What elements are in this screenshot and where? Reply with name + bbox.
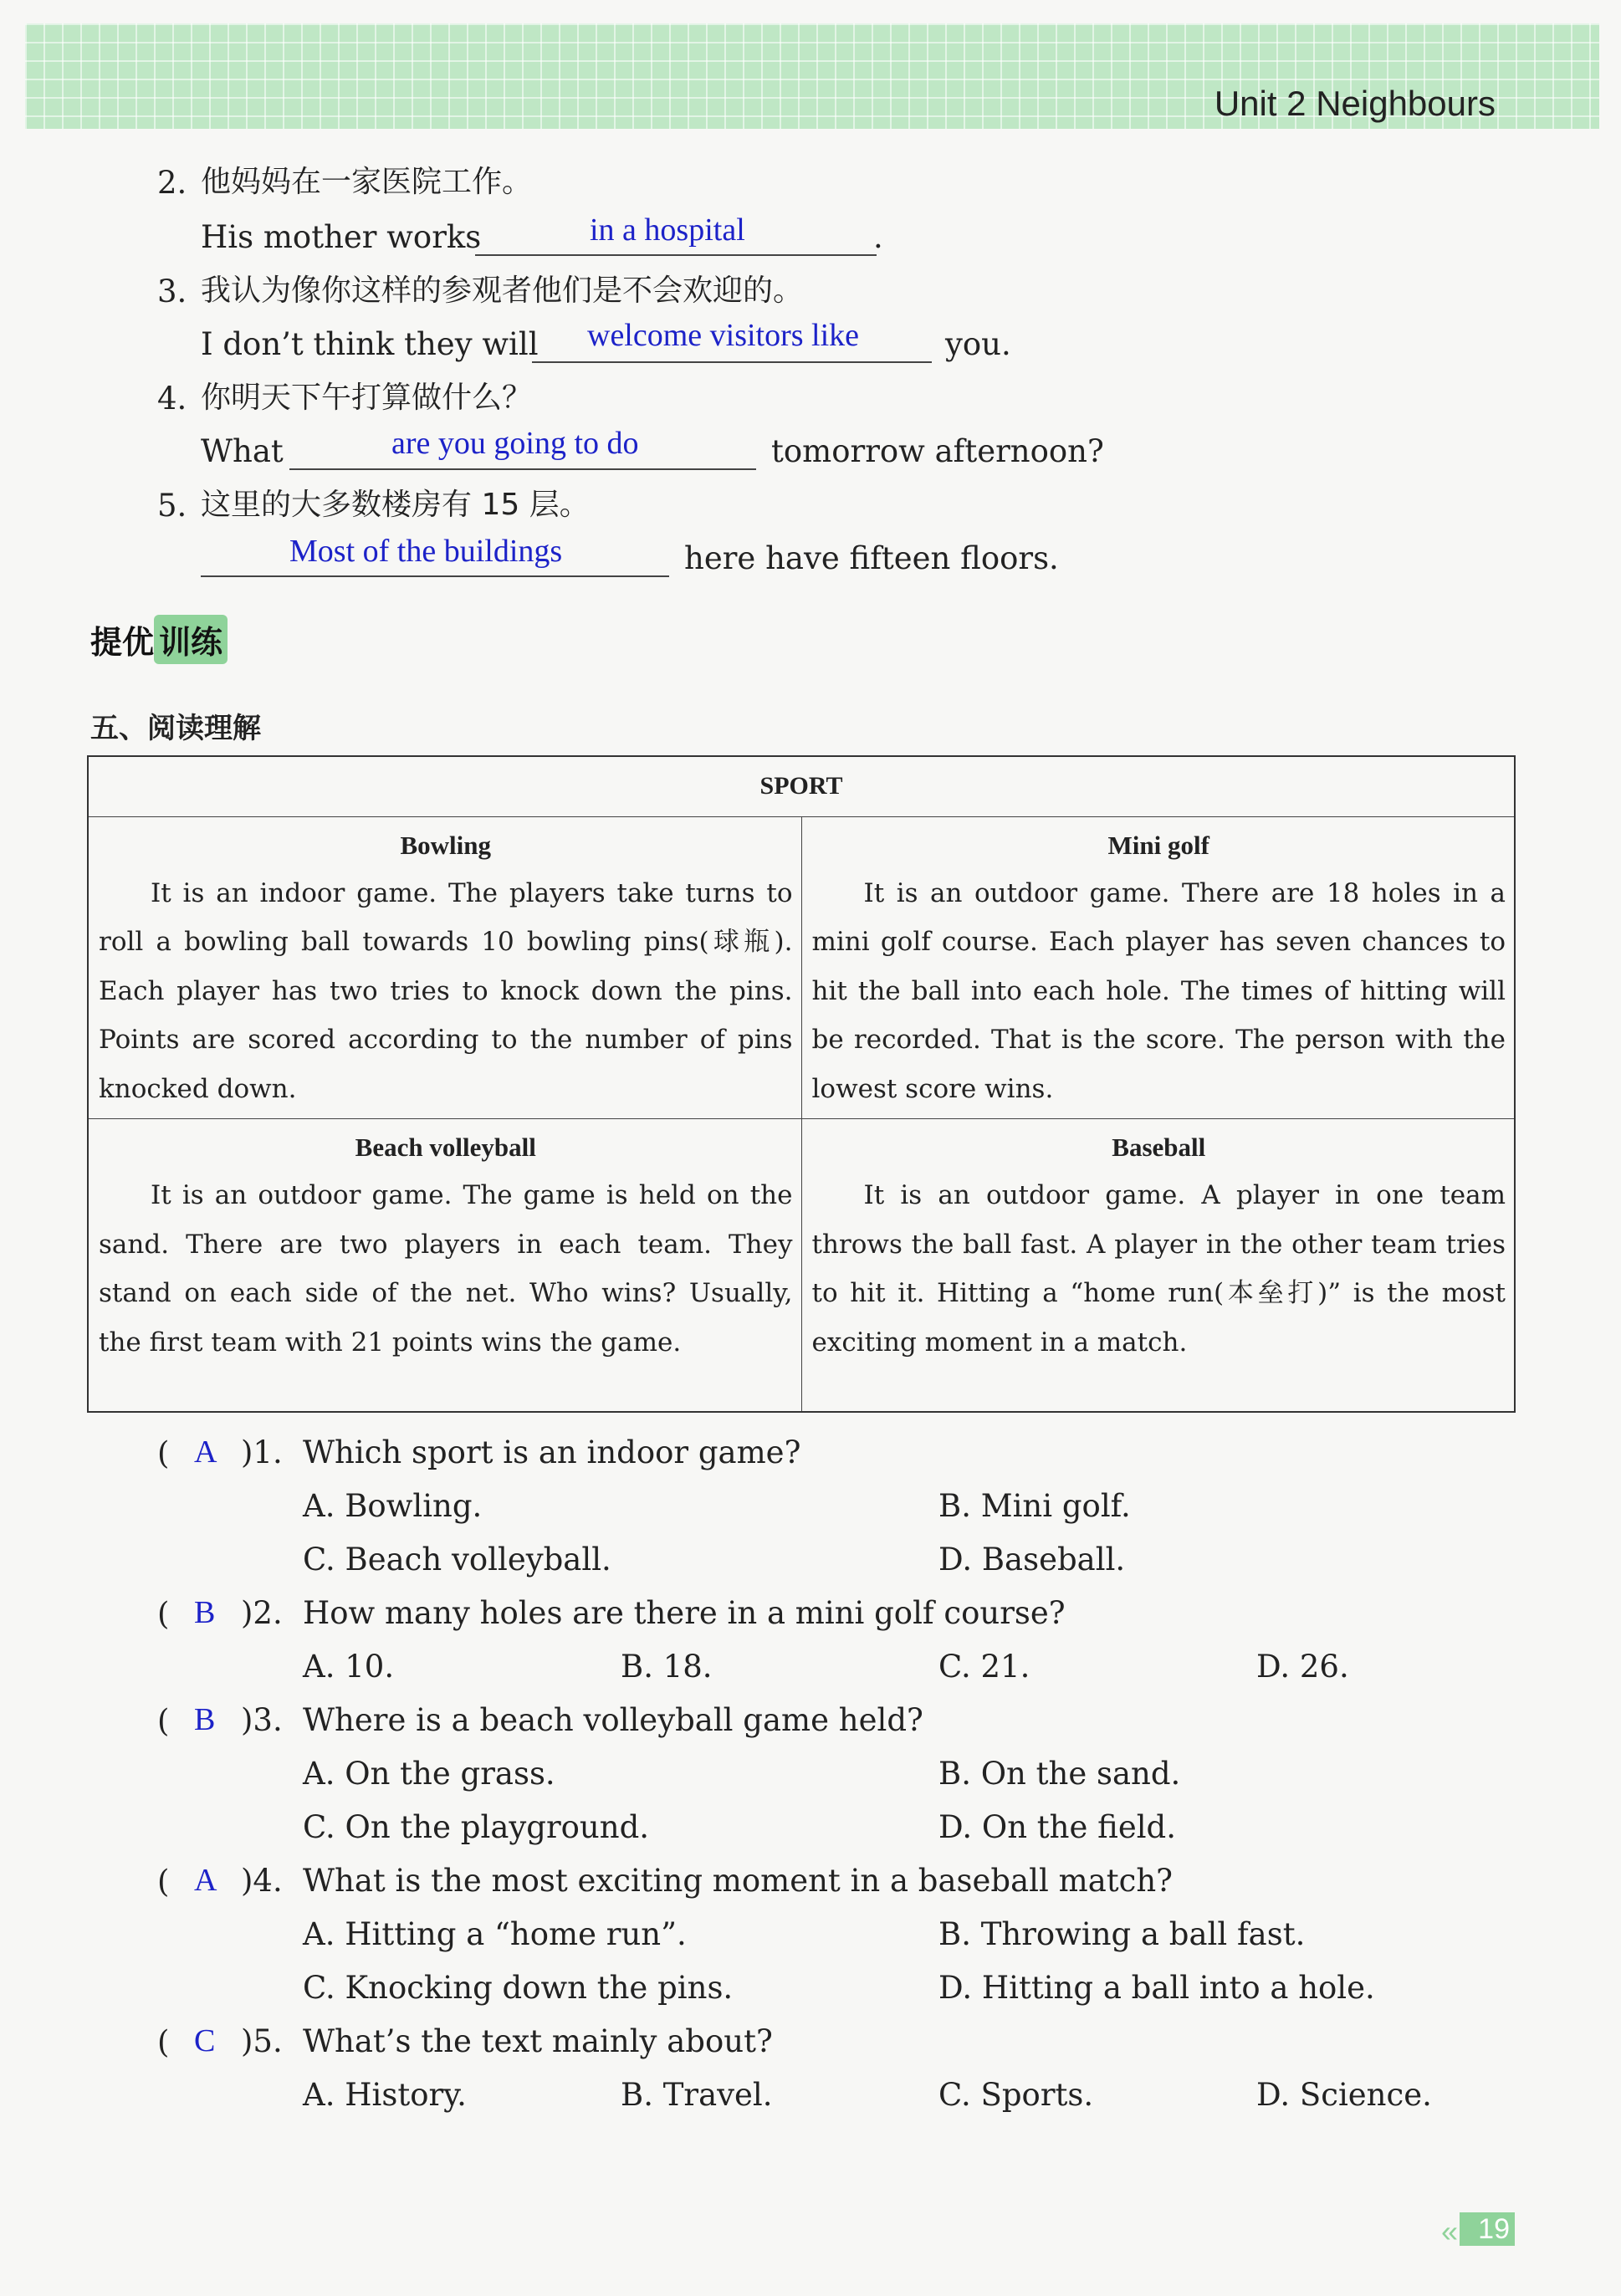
unit-title: Unit 2 Neighbours xyxy=(1214,84,1496,123)
table-cell xyxy=(88,1119,801,1412)
option: B. Travel. xyxy=(621,2077,773,2113)
sport-table xyxy=(87,755,1516,1413)
sport-name: Mini golf xyxy=(1107,830,1209,860)
translation-chinese: 你明天下午打算做什么？ xyxy=(201,381,533,415)
sport-description: It is an outdoor game. A player in one team throws the ball fast. A player in the other team tries to hit it. Hitting a “home run(本垒打)” is the most exciting moment in a match. xyxy=(811,1180,1506,1358)
question-number: )2. xyxy=(241,1595,283,1631)
option: A. 10. xyxy=(303,1649,395,1685)
sport-name: Bowling xyxy=(400,830,492,860)
question-text: Which sport is an indoor game? xyxy=(303,1434,801,1470)
option: C. Sports. xyxy=(938,2077,1094,2113)
table-cell xyxy=(801,816,1515,1119)
table-cell xyxy=(801,1119,1515,1412)
badge-right: 训练 xyxy=(154,615,228,664)
question-text: How many holes are there in a mini golf course? xyxy=(303,1595,1066,1631)
question-text: What is the most exciting moment in a baseball match? xyxy=(303,1863,1174,1899)
option: D. Baseball. xyxy=(938,1542,1126,1578)
translation-chinese: 他妈妈在一家医院工作。 xyxy=(201,165,533,199)
translation-prefix: I don’t think they will xyxy=(201,326,539,362)
sport-description: It is an outdoor game. There are 18 holes in a mini golf course. Each player has seven chances to hit the ball into each hole. The times of hitting will be recorded. That is the score. The person with the lowest score wins. xyxy=(811,877,1506,1104)
option: D. Science. xyxy=(1256,2077,1432,2113)
option: C. Knocking down the pins. xyxy=(303,1970,734,2006)
translation-prefix: His mother works xyxy=(201,219,482,255)
option: A. Hitting a “home run”. xyxy=(303,1916,687,1952)
option: D. Hitting a ball into a hole. xyxy=(938,1970,1375,2006)
option: C. On the playground. xyxy=(303,1809,650,1845)
open-paren: ( xyxy=(157,1435,170,1471)
sport-name: Beach volleyball xyxy=(355,1133,536,1162)
translation-number: 5. xyxy=(157,488,187,524)
chevron-left-icon: « xyxy=(1441,2214,1459,2248)
sport-name: Baseball xyxy=(1112,1133,1206,1162)
section-badge xyxy=(90,615,228,664)
table-cell xyxy=(88,816,801,1119)
translation-number: 2. xyxy=(157,165,187,201)
option: C. 21. xyxy=(938,1649,1030,1685)
open-paren: ( xyxy=(157,1703,170,1739)
translation-chinese: 我认为像你这样的参观者他们是不会欢迎的。 xyxy=(201,274,804,308)
question-text: What’s the text mainly about? xyxy=(303,2023,773,2059)
translation-suffix: you. xyxy=(945,326,1011,362)
question-number: )1. xyxy=(241,1434,283,1470)
handwritten-choice: B xyxy=(194,1595,216,1630)
table-title: SPORT xyxy=(88,756,1515,816)
translation-suffix: here have fifteen floors. xyxy=(684,540,1059,576)
handwritten-choice: C xyxy=(194,2023,216,2058)
handwritten-choice: A xyxy=(194,1434,217,1470)
question-number: )3. xyxy=(241,1702,283,1738)
handwritten-answer: Most of the buildings xyxy=(289,534,563,569)
handwritten-choice: A xyxy=(194,1863,217,1898)
translation-suffix: tomorrow afternoon? xyxy=(771,433,1104,469)
question-number: )5. xyxy=(241,2023,283,2059)
option: B. On the sand. xyxy=(938,1756,1181,1792)
sport-description: It is an indoor game. The players take turns to roll a bowling ball towards 10 bowling pins(球瓶). Each player has two tries to knock down the pins. Points are scored according to the number of pins knocked down. xyxy=(99,877,793,1104)
question-text: Where is a beach volleyball game held? xyxy=(303,1702,923,1738)
open-paren: ( xyxy=(157,1864,170,1900)
badge-left: 提优 xyxy=(90,624,155,661)
question-number: )4. xyxy=(241,1863,283,1899)
translation-number: 3. xyxy=(157,274,187,309)
open-paren: ( xyxy=(157,1596,170,1632)
option: A. History. xyxy=(303,2077,467,2113)
option: C. Beach volleyball. xyxy=(303,1542,611,1578)
translation-number: 4. xyxy=(157,381,187,417)
handwritten-answer: welcome visitors like xyxy=(587,318,860,353)
page-number-text: 19 xyxy=(1478,2212,1510,2245)
translation-suffix: . xyxy=(873,219,883,255)
option: B. 18. xyxy=(621,1649,713,1685)
translation-prefix: What xyxy=(201,433,284,469)
handwritten-choice: B xyxy=(194,1702,216,1737)
option: A. Bowling. xyxy=(303,1488,483,1524)
open-paren: ( xyxy=(157,2024,170,2060)
handwritten-answer: in a hospital xyxy=(590,212,745,248)
section-heading: 五、阅读理解 xyxy=(90,712,261,745)
translation-chinese: 这里的大多数楼房有 15 层。 xyxy=(201,488,590,522)
option: D. 26. xyxy=(1256,1649,1349,1685)
page-number xyxy=(1441,2212,1515,2248)
sport-description: It is an outdoor game. The game is held on the sand. There are two players in each team. They stand on each side of the net. Who wins? Usually, the first team with 21 points wins the game. xyxy=(99,1180,793,1358)
option: B. Mini golf. xyxy=(938,1488,1131,1524)
option: D. On the field. xyxy=(938,1809,1177,1845)
handwritten-answer: are you going to do xyxy=(391,426,639,461)
option: A. On the grass. xyxy=(303,1756,555,1792)
option: B. Throwing a ball fast. xyxy=(938,1916,1306,1952)
